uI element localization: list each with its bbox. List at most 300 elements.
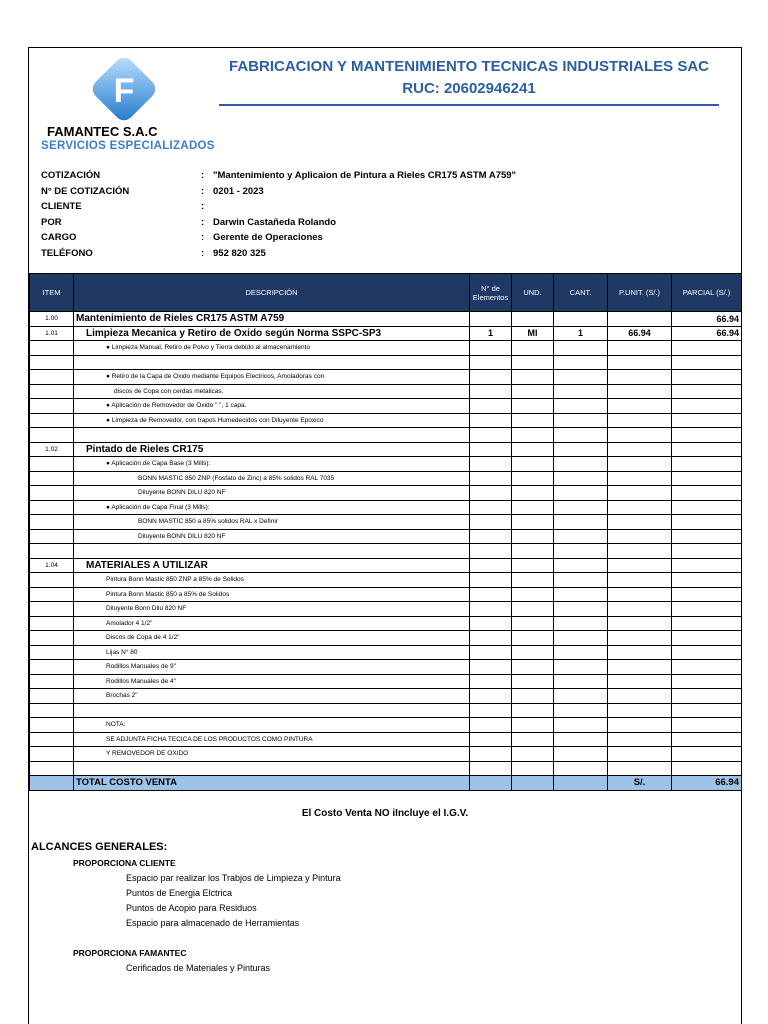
cell-cant bbox=[554, 312, 608, 327]
total-row bbox=[30, 776, 742, 791]
cell-punit bbox=[608, 486, 672, 501]
cell-punit bbox=[608, 718, 672, 733]
cell-punit bbox=[608, 558, 672, 573]
cell-parcial bbox=[672, 413, 742, 428]
cell-und bbox=[512, 500, 554, 515]
cell-desc: Y REMOVEDOR DE OXIDO bbox=[74, 747, 470, 762]
cell-elements bbox=[470, 631, 512, 646]
table-row bbox=[30, 616, 742, 631]
cell-cant bbox=[554, 341, 608, 356]
cell-und bbox=[512, 602, 554, 617]
table-row bbox=[30, 718, 742, 733]
cell-und bbox=[512, 732, 554, 747]
col-header-item: ITEM bbox=[30, 274, 74, 312]
cell-punit bbox=[608, 689, 672, 704]
col-header-desc: DESCRIPCIÓN bbox=[74, 274, 470, 312]
cell-und bbox=[512, 674, 554, 689]
cell-cant bbox=[554, 529, 608, 544]
cell-desc bbox=[74, 544, 470, 559]
alcances-item: Cerificados de Materiales y Pinturas bbox=[126, 963, 271, 973]
cell-cant bbox=[554, 689, 608, 704]
cell-cant bbox=[554, 631, 608, 646]
cell-cant bbox=[554, 645, 608, 660]
cell-und bbox=[512, 312, 554, 327]
igv-note: El Costo Venta NO iIncluye el I.G.V. bbox=[301, 808, 469, 819]
cell-elements bbox=[470, 645, 512, 660]
cell-punit bbox=[608, 529, 672, 544]
cell-item bbox=[30, 471, 74, 486]
cell-und bbox=[512, 442, 554, 457]
cell-und bbox=[512, 486, 554, 501]
cell-cant bbox=[554, 428, 608, 443]
cell-elements bbox=[470, 602, 512, 617]
col-header-punit: P.UNIT. (S/.) bbox=[608, 274, 672, 312]
cell-desc: ● Limpieza de Removedor, con trapos Humedecidos con Diluyente Epoxico bbox=[74, 413, 470, 428]
cell-elements bbox=[470, 660, 512, 675]
total-value: 66.94 bbox=[672, 776, 742, 791]
cell-cant bbox=[554, 413, 608, 428]
cell-desc bbox=[74, 703, 470, 718]
cell-parcial bbox=[672, 486, 742, 501]
info-colon: : bbox=[201, 185, 205, 197]
alcances-group-title: PROPORCIONA CLIENTE bbox=[73, 858, 176, 868]
cell-punit bbox=[608, 674, 672, 689]
cell-desc: Pintura Bonn Mastic 850 a 85% de Solidos bbox=[74, 587, 470, 602]
cell-item bbox=[30, 529, 74, 544]
cell-punit bbox=[608, 703, 672, 718]
info-value: Gerente de Operaciones bbox=[213, 232, 323, 243]
logo-letter: F bbox=[113, 72, 135, 110]
cell-item bbox=[30, 703, 74, 718]
cell-desc: BONN MASTIC 850 a 85% solidos RAL x Definir bbox=[74, 515, 470, 530]
cell-parcial bbox=[672, 442, 742, 457]
cell-cant bbox=[554, 457, 608, 472]
cell-desc: Rodillos Manuales de 9" bbox=[74, 660, 470, 675]
cell-und bbox=[512, 747, 554, 762]
cell-elements bbox=[470, 486, 512, 501]
cell-desc: Diluyente BONN DILU 820 NF bbox=[74, 486, 470, 501]
cell-parcial bbox=[672, 674, 742, 689]
cell-elements bbox=[470, 761, 512, 776]
info-value: 0201 - 2023 bbox=[213, 185, 264, 197]
cell-desc bbox=[74, 428, 470, 443]
cell-elements bbox=[470, 674, 512, 689]
cell-parcial: 66.94 bbox=[672, 312, 742, 327]
table-row bbox=[30, 341, 742, 356]
cell-parcial bbox=[672, 761, 742, 776]
cell-und bbox=[512, 413, 554, 428]
cell-cant bbox=[554, 674, 608, 689]
cell-desc: Discos de Copa de 4 1/2" bbox=[74, 631, 470, 646]
alcances-item: Puntos de Acopio para Residuos bbox=[126, 903, 257, 913]
cell-parcial bbox=[672, 384, 742, 399]
cell-parcial bbox=[672, 471, 742, 486]
cell-item bbox=[30, 587, 74, 602]
cell-item bbox=[30, 689, 74, 704]
cell-elements bbox=[470, 732, 512, 747]
table-row bbox=[30, 515, 742, 530]
cell-cant bbox=[554, 558, 608, 573]
table-row bbox=[30, 399, 742, 414]
cell-elements bbox=[470, 558, 512, 573]
table-row bbox=[30, 573, 742, 588]
col-header-und: UND. bbox=[512, 274, 554, 312]
cell-punit bbox=[608, 631, 672, 646]
cell-punit bbox=[608, 660, 672, 675]
cell-punit bbox=[608, 428, 672, 443]
cell-parcial bbox=[672, 732, 742, 747]
cell-und bbox=[512, 558, 554, 573]
cell-item bbox=[30, 645, 74, 660]
table-row bbox=[30, 326, 742, 341]
total-currency: S/. bbox=[608, 776, 672, 791]
cell-parcial bbox=[672, 689, 742, 704]
cell-elements bbox=[470, 515, 512, 530]
col-header-parcial: PARCIAL (S/.) bbox=[672, 274, 742, 312]
cell-item bbox=[30, 500, 74, 515]
cell-und bbox=[512, 341, 554, 356]
table-row bbox=[30, 558, 742, 573]
cell-cant bbox=[554, 747, 608, 762]
items-table bbox=[29, 273, 742, 791]
cell-parcial bbox=[672, 500, 742, 515]
info-colon: : bbox=[201, 216, 205, 228]
cell-parcial bbox=[672, 573, 742, 588]
cell-desc: Mantenimiento de Rieles CR175 ASTM A759 bbox=[74, 312, 470, 327]
cell-punit bbox=[608, 457, 672, 472]
cell-desc: BONN MASTIC 850 ZNP (Fosfato de Zinc) a 85% solidos RAL 7035 bbox=[74, 471, 470, 486]
cell-cant bbox=[554, 573, 608, 588]
cell-item bbox=[30, 370, 74, 385]
cell-desc: ● Limpieza Manual, Retiro de Polvo y Tierra debido al almacenamiento bbox=[74, 341, 470, 356]
famantec-logo-icon bbox=[89, 58, 169, 128]
cell-cant bbox=[554, 370, 608, 385]
table-row bbox=[30, 703, 742, 718]
cell-parcial bbox=[672, 660, 742, 675]
cell-punit bbox=[608, 616, 672, 631]
alcances-group-title: PROPORCIONA FAMANTEC bbox=[73, 948, 187, 958]
total-empty bbox=[554, 776, 608, 791]
table-row bbox=[30, 442, 742, 457]
table-row bbox=[30, 689, 742, 704]
cell-punit bbox=[608, 442, 672, 457]
cell-elements: 1 bbox=[470, 326, 512, 341]
brand-tagline: SERVICIOS ESPECIALIZADOS bbox=[41, 140, 215, 152]
cell-desc: Diluyente Bonn Dilu 820 NF bbox=[74, 602, 470, 617]
cell-punit bbox=[608, 471, 672, 486]
cell-punit bbox=[608, 355, 672, 370]
cell-desc: Brochas 2" bbox=[74, 689, 470, 704]
cell-punit bbox=[608, 341, 672, 356]
cell-elements bbox=[470, 718, 512, 733]
cell-parcial bbox=[672, 399, 742, 414]
cell-und bbox=[512, 689, 554, 704]
total-spacer bbox=[30, 776, 74, 791]
cell-und bbox=[512, 703, 554, 718]
cell-elements bbox=[470, 689, 512, 704]
cell-elements bbox=[470, 457, 512, 472]
cell-item: 1.00 bbox=[30, 312, 74, 327]
cell-und bbox=[512, 370, 554, 385]
cell-item bbox=[30, 355, 74, 370]
cell-desc: MATERIALES A UTILIZAR bbox=[74, 558, 470, 573]
cell-cant bbox=[554, 544, 608, 559]
quotation-sheet bbox=[28, 47, 742, 1024]
total-label: TOTAL COSTO VENTA bbox=[74, 776, 470, 791]
table-row bbox=[30, 471, 742, 486]
cell-parcial bbox=[672, 544, 742, 559]
cell-cant bbox=[554, 718, 608, 733]
cell-elements bbox=[470, 370, 512, 385]
cell-parcial: 66.94 bbox=[672, 326, 742, 341]
cell-item bbox=[30, 384, 74, 399]
cell-und bbox=[512, 471, 554, 486]
cell-elements bbox=[470, 471, 512, 486]
cell-und bbox=[512, 587, 554, 602]
info-value: "Mantenimiento y Aplicaion de Pintura a Rieles CR175 ASTM A759" bbox=[213, 170, 517, 181]
cell-cant bbox=[554, 587, 608, 602]
info-colon: : bbox=[201, 201, 205, 212]
cell-punit: 66.94 bbox=[608, 326, 672, 341]
col-header-elements: N° de Elementos bbox=[470, 274, 512, 312]
cell-punit bbox=[608, 587, 672, 602]
cell-parcial bbox=[672, 457, 742, 472]
cell-punit bbox=[608, 399, 672, 414]
cell-desc: ● Aplicación de Capa Base (3 Mills): bbox=[74, 457, 470, 472]
cell-und bbox=[512, 428, 554, 443]
cell-desc: Diluyente BONN DILU 820 NF bbox=[74, 529, 470, 544]
cell-desc: Limpieza Mecanica y Retiro de Oxido según Norma SSPC-SP3 bbox=[74, 326, 470, 341]
cell-desc: NOTA: bbox=[74, 718, 470, 733]
cell-und bbox=[512, 645, 554, 660]
table-row bbox=[30, 587, 742, 602]
cell-parcial bbox=[672, 370, 742, 385]
cell-parcial bbox=[672, 355, 742, 370]
cell-elements bbox=[470, 703, 512, 718]
table-row bbox=[30, 732, 742, 747]
cell-cant bbox=[554, 500, 608, 515]
cell-cant bbox=[554, 703, 608, 718]
table-row bbox=[30, 413, 742, 428]
cell-parcial bbox=[672, 558, 742, 573]
cell-parcial bbox=[672, 428, 742, 443]
cell-elements bbox=[470, 312, 512, 327]
table-row bbox=[30, 500, 742, 515]
info-label: CLIENTE bbox=[41, 201, 82, 212]
cell-cant bbox=[554, 602, 608, 617]
cell-elements bbox=[470, 616, 512, 631]
cell-item bbox=[30, 341, 74, 356]
cell-und bbox=[512, 631, 554, 646]
cell-desc: Amolador 4 1/2" bbox=[74, 616, 470, 631]
info-colon: : bbox=[201, 232, 205, 243]
cell-item bbox=[30, 457, 74, 472]
info-value: Darwin Castañeda Rolando bbox=[213, 216, 336, 228]
cell-elements bbox=[470, 573, 512, 588]
info-value: 952 820 325 bbox=[213, 247, 266, 259]
cell-parcial bbox=[672, 515, 742, 530]
cell-und: Ml bbox=[512, 326, 554, 341]
cell-cant bbox=[554, 761, 608, 776]
cell-cant bbox=[554, 486, 608, 501]
cell-elements bbox=[470, 544, 512, 559]
cell-punit bbox=[608, 732, 672, 747]
table-row bbox=[30, 428, 742, 443]
cell-cant bbox=[554, 471, 608, 486]
cell-cant bbox=[554, 515, 608, 530]
cell-punit bbox=[608, 413, 672, 428]
table-row bbox=[30, 544, 742, 559]
alcances-title: ALCANCES GENERALES: bbox=[31, 841, 168, 853]
col-header-cant: CANT. bbox=[554, 274, 608, 312]
cell-cant bbox=[554, 616, 608, 631]
cell-item bbox=[30, 413, 74, 428]
cell-punit bbox=[608, 645, 672, 660]
cell-item bbox=[30, 718, 74, 733]
header-divider bbox=[219, 104, 719, 106]
cell-elements bbox=[470, 355, 512, 370]
cell-desc bbox=[74, 761, 470, 776]
cell-desc: Pintado de Rieles CR175 bbox=[74, 442, 470, 457]
cell-elements bbox=[470, 747, 512, 762]
cell-desc: Pintura Bonn Mastic 850 ZNP a 85% de Solidos bbox=[74, 573, 470, 588]
table-row bbox=[30, 355, 742, 370]
cell-item bbox=[30, 631, 74, 646]
cell-item bbox=[30, 761, 74, 776]
info-colon: : bbox=[201, 170, 205, 181]
table-row bbox=[30, 761, 742, 776]
cell-parcial bbox=[672, 718, 742, 733]
cell-elements bbox=[470, 442, 512, 457]
cell-item bbox=[30, 674, 74, 689]
cell-parcial bbox=[672, 602, 742, 617]
table-row bbox=[30, 486, 742, 501]
cell-desc: ● Aplicación de Capa Final (3 Mills): bbox=[74, 500, 470, 515]
cell-parcial bbox=[672, 631, 742, 646]
cell-parcial bbox=[672, 587, 742, 602]
cell-und bbox=[512, 384, 554, 399]
cell-und bbox=[512, 457, 554, 472]
cell-punit bbox=[608, 747, 672, 762]
cell-desc: Rodillos Manuales de 4" bbox=[74, 674, 470, 689]
cell-punit bbox=[608, 573, 672, 588]
cell-item bbox=[30, 573, 74, 588]
cell-item bbox=[30, 602, 74, 617]
alcances-item: Espacio par realizar los Trabjos de Limpieza y Pintura bbox=[126, 873, 341, 883]
cell-item: 1.01 bbox=[30, 326, 74, 341]
cell-und bbox=[512, 660, 554, 675]
cell-und bbox=[512, 718, 554, 733]
table-row bbox=[30, 384, 742, 399]
cell-desc: SE ADJUNTA FICHA TECICA DE LOS PRODUCTOS COMO PINTURA bbox=[74, 732, 470, 747]
cell-cant bbox=[554, 732, 608, 747]
company-name: FABRICACION Y MANTENIMIENTO TECNICAS INDUSTRIALES SAC bbox=[228, 58, 710, 75]
cell-elements bbox=[470, 413, 512, 428]
cell-und bbox=[512, 355, 554, 370]
cell-desc: ● Retiro de la Capa de Oxido mediante Equipos Electricos, Amoladoras con bbox=[74, 370, 470, 385]
table-row bbox=[30, 529, 742, 544]
cell-desc: ● Aplicación de Removedor de Oxido " ", 1 capa. bbox=[74, 399, 470, 414]
cell-parcial bbox=[672, 703, 742, 718]
table-row bbox=[30, 602, 742, 617]
cell-cant: 1 bbox=[554, 326, 608, 341]
table-row bbox=[30, 631, 742, 646]
cell-desc: discos de Copa con cerdas metalicas. bbox=[74, 384, 470, 399]
cell-punit bbox=[608, 515, 672, 530]
cell-elements bbox=[470, 587, 512, 602]
info-label: CARGO bbox=[41, 232, 77, 243]
alcances-item: Puntos de Energia Elctrica bbox=[126, 888, 233, 898]
info-colon: : bbox=[201, 247, 205, 259]
cell-elements bbox=[470, 529, 512, 544]
cell-und bbox=[512, 573, 554, 588]
cell-punit bbox=[608, 544, 672, 559]
cell-item bbox=[30, 747, 74, 762]
cell-und bbox=[512, 761, 554, 776]
cell-item: 1.02 bbox=[30, 442, 74, 457]
cell-elements bbox=[470, 399, 512, 414]
cell-item bbox=[30, 399, 74, 414]
table-row bbox=[30, 457, 742, 472]
cell-parcial bbox=[672, 645, 742, 660]
cell-item bbox=[30, 515, 74, 530]
table-row bbox=[30, 747, 742, 762]
cell-item bbox=[30, 428, 74, 443]
cell-cant bbox=[554, 442, 608, 457]
cell-und bbox=[512, 616, 554, 631]
cell-cant bbox=[554, 384, 608, 399]
cell-und bbox=[512, 544, 554, 559]
cell-punit bbox=[608, 312, 672, 327]
cell-und bbox=[512, 515, 554, 530]
info-label: POR bbox=[41, 216, 62, 228]
cell-parcial bbox=[672, 529, 742, 544]
cell-parcial bbox=[672, 747, 742, 762]
cell-elements bbox=[470, 341, 512, 356]
cell-parcial bbox=[672, 616, 742, 631]
cell-desc: Lijas N° 80 bbox=[74, 645, 470, 660]
cell-elements bbox=[470, 428, 512, 443]
info-label: COTIZACIÓN bbox=[41, 170, 101, 181]
alcances-item: Espacio para almacenado de Herramientas bbox=[126, 918, 300, 928]
cell-item bbox=[30, 486, 74, 501]
cell-parcial bbox=[672, 341, 742, 356]
cell-punit bbox=[608, 370, 672, 385]
table-row bbox=[30, 312, 742, 327]
cell-cant bbox=[554, 660, 608, 675]
table-row bbox=[30, 645, 742, 660]
cell-item: 1.04 bbox=[30, 558, 74, 573]
info-label: N° DE COTIZACIÓN bbox=[41, 185, 130, 197]
cell-item bbox=[30, 732, 74, 747]
cell-item bbox=[30, 616, 74, 631]
cell-und bbox=[512, 399, 554, 414]
info-label: TELÉFONO bbox=[41, 247, 93, 259]
table-row bbox=[30, 660, 742, 675]
cell-item bbox=[30, 544, 74, 559]
brand-name: FAMANTEC S.A.C bbox=[47, 124, 158, 139]
cell-und bbox=[512, 529, 554, 544]
table-row bbox=[30, 370, 742, 385]
cell-cant bbox=[554, 399, 608, 414]
cell-punit bbox=[608, 761, 672, 776]
cell-elements bbox=[470, 500, 512, 515]
cell-punit bbox=[608, 384, 672, 399]
cell-punit bbox=[608, 500, 672, 515]
table-row bbox=[30, 674, 742, 689]
total-empty bbox=[512, 776, 554, 791]
cell-punit bbox=[608, 602, 672, 617]
